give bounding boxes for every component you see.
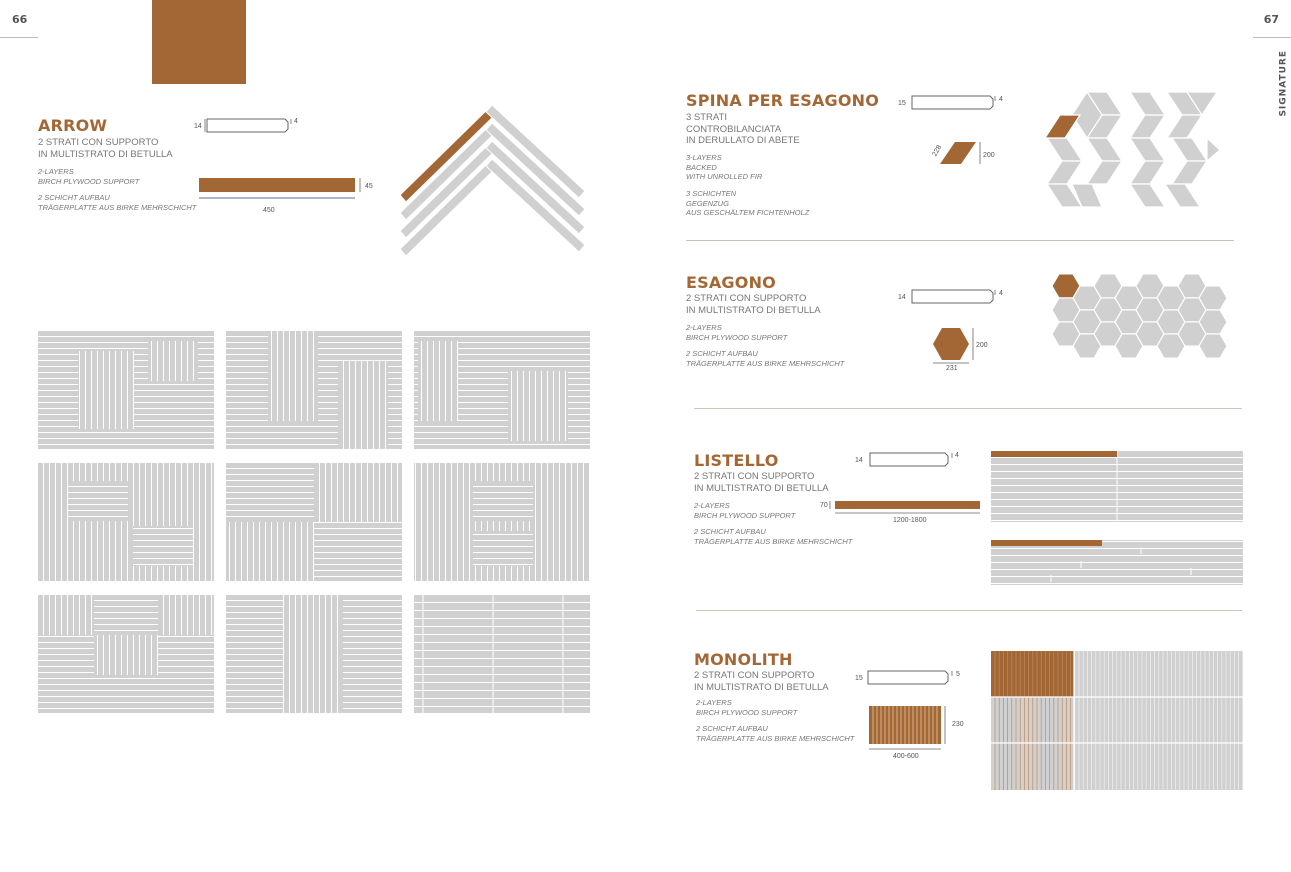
svg-text:14: 14 bbox=[855, 457, 863, 464]
esagono-description-en: 2-LAYERS BIRCH PLYWOOD SUPPORT bbox=[686, 323, 788, 342]
listello-description-en: 2-LAYERS BIRCH PLYWOOD SUPPORT bbox=[694, 501, 796, 520]
esagono-description-it: 2 STRATI CON SUPPORTO IN MULTISTRATO DI BETULLA bbox=[686, 293, 821, 316]
monolith-description-it: 2 STRATI CON SUPPORTO IN MULTISTRATO DI BETULLA bbox=[694, 670, 829, 693]
esagono-title: ESAGONO bbox=[686, 273, 776, 292]
svg-text:200: 200 bbox=[983, 152, 995, 159]
esagono-description-de: 2 SCHICHT AUFBAU TRÄGERPLATTE AUS BIRKE MEHRSCHICHT bbox=[686, 349, 845, 368]
header-rule-left bbox=[0, 37, 38, 38]
arrow-description-it: 2 STRATI CON SUPPORTO IN MULTISTRATO DI BETULLA bbox=[38, 137, 173, 160]
pattern-tile-9 bbox=[414, 595, 590, 713]
spina-title: SPINA PER ESAGONO bbox=[686, 91, 880, 110]
pattern-tile-4 bbox=[38, 463, 214, 581]
spina-description-de: 3 SCHICHTEN GEGENZUG AUS GESCHÄLTEM FICHTENHOLZ bbox=[686, 189, 810, 217]
listello-title: LISTELLO bbox=[694, 451, 779, 470]
svg-text:15: 15 bbox=[898, 100, 906, 107]
esagono-dimension-drawing bbox=[895, 284, 1015, 376]
pattern-tile-8 bbox=[226, 595, 402, 713]
section-label: SIGNATURE bbox=[1279, 50, 1289, 117]
pattern-tile-6 bbox=[414, 463, 590, 581]
svg-text:200: 200 bbox=[976, 342, 988, 349]
pattern-tile-5 bbox=[226, 463, 402, 581]
arrow-description-de: 2 SCHICHT AUFBAU TRÄGERPLATTE AUS BIRKE MEHRSCHICHT bbox=[38, 193, 197, 212]
svg-text:230: 230 bbox=[952, 721, 964, 728]
svg-text:14: 14 bbox=[898, 294, 906, 301]
svg-text:5: 5 bbox=[956, 671, 960, 678]
listello-dimension-drawing bbox=[815, 446, 985, 526]
arrow-pattern-illustration bbox=[395, 95, 595, 265]
pattern-grid bbox=[38, 331, 591, 715]
monolith-dimension-drawing bbox=[850, 664, 970, 764]
wood-color-swatch bbox=[152, 0, 246, 84]
arrow-length-label: 450 bbox=[263, 207, 275, 214]
esagono-pattern-illustration bbox=[1048, 270, 1228, 358]
listello-description-de: 2 SCHICHT AUFBAU TRÄGERPLATTE AUS BIRKE MEHRSCHICHT bbox=[694, 527, 853, 546]
listello-description-it: 2 STRATI CON SUPPORTO IN MULTISTRATO DI BETULLA bbox=[694, 471, 829, 494]
arrow-title: ARROW bbox=[38, 116, 108, 135]
listello-pattern-illustration bbox=[991, 451, 1243, 586]
spina-dimension-drawing bbox=[895, 90, 1015, 170]
monolith-title: MONOLITH bbox=[694, 650, 793, 669]
monolith-description-en: 2-LAYERS BIRCH PLYWOOD SUPPORT bbox=[696, 698, 798, 717]
svg-text:231: 231 bbox=[946, 365, 958, 372]
header-rule-right bbox=[1253, 37, 1291, 38]
arrow-width-label: 45 bbox=[365, 183, 373, 190]
pattern-tile-3 bbox=[414, 331, 590, 449]
arrow-description-en: 2-LAYERS BIRCH PLYWOOD SUPPORT bbox=[38, 167, 140, 186]
spina-description-en: 3-LAYERS BACKED WITH UNROLLED FIR bbox=[686, 153, 763, 181]
page-number-left: 66 bbox=[12, 13, 28, 26]
svg-text:70: 70 bbox=[820, 502, 828, 509]
arrow-toplayer-label: 4 bbox=[294, 118, 298, 125]
svg-text:4: 4 bbox=[999, 290, 1003, 297]
svg-text:400-600: 400-600 bbox=[893, 753, 919, 760]
divider-1 bbox=[686, 240, 1234, 241]
spina-description-it: 3 STRATI CONTROBILANCIATA IN DERULLATO DI ABETE bbox=[686, 112, 800, 146]
divider-3 bbox=[696, 610, 1242, 611]
pattern-tile-1 bbox=[38, 331, 214, 449]
arrow-thickness-label: 14 bbox=[194, 123, 202, 130]
svg-text:4: 4 bbox=[955, 452, 959, 459]
spina-pattern-illustration bbox=[1042, 90, 1227, 215]
page-number-right: 67 bbox=[1263, 13, 1279, 26]
svg-text:4: 4 bbox=[999, 96, 1003, 103]
arrow-dimension-drawing bbox=[190, 112, 380, 217]
svg-text:1200-1800: 1200-1800 bbox=[893, 517, 927, 524]
monolith-description-de: 2 SCHICHT AUFBAU TRÄGERPLATTE AUS BIRKE MEHRSCHICHT bbox=[696, 724, 855, 743]
divider-2 bbox=[694, 408, 1242, 409]
pattern-tile-7 bbox=[38, 595, 214, 713]
monolith-pattern-illustration bbox=[991, 651, 1243, 790]
svg-text:15: 15 bbox=[855, 675, 863, 682]
pattern-tile-2 bbox=[226, 331, 402, 449]
svg-text:228: 228 bbox=[931, 144, 944, 158]
